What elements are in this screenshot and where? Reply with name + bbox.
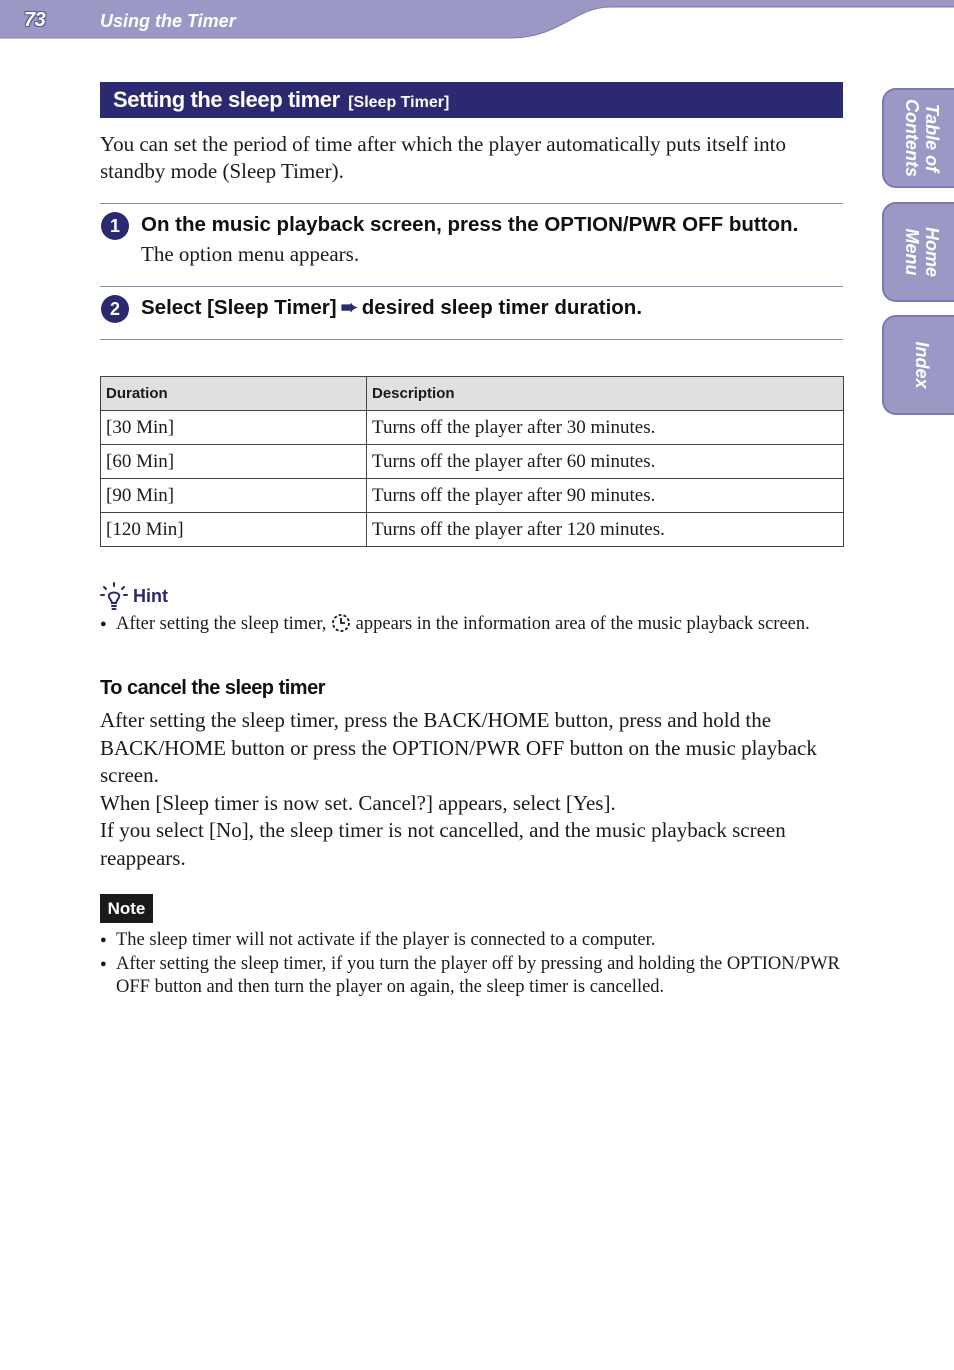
divider [100, 203, 843, 204]
cancel-paragraph: After setting the sleep timer, press the BACK/HOME button, press and hold the BACK/HOME button or press the OPTION/PWR OFF button on the music playback screen. [100, 708, 817, 787]
cancel-body [100, 707, 840, 872]
divider [100, 286, 843, 287]
intro-paragraph: You can set the period of time after which the player automatically puts itself into standby mode (Sleep Timer). [100, 132, 787, 183]
divider [100, 339, 843, 340]
note-badge: Note [100, 894, 153, 923]
cancel-paragraph: If you select [No], the sleep timer is not cancelled, and the music playback screen reappears. [100, 818, 786, 870]
tab-label: Table of Contents [902, 99, 942, 177]
description-cell: Turns off the player after 90 minutes. [367, 479, 844, 513]
duration-cell: [120 Min] [101, 513, 367, 547]
column-header: Description [367, 377, 844, 411]
note-list [100, 929, 840, 1000]
hint-text-after: appears in the information area of the music playback screen. [355, 614, 810, 634]
note-bullet: ● After setting the sleep timer, if you turn the player off by pressing and holding the OPTION/PWR OFF button and then turn the player on again, the sleep timer is cancelled. [100, 953, 840, 1000]
duration-cell: [90 Min] [101, 479, 367, 513]
lightbulb-icon [100, 582, 128, 612]
step-2-instruction [141, 295, 642, 320]
table-header-row [101, 377, 844, 411]
duration-cell: [30 Min] [101, 411, 367, 445]
step-2-text-before: Select [Sleep Timer] [141, 296, 337, 319]
hint-bullet [100, 613, 840, 637]
table-row [101, 445, 844, 479]
running-title: Using the Timer [100, 11, 236, 31]
tab-label: Home Menu [902, 226, 942, 278]
description-cell: Turns off the player after 120 minutes. [367, 513, 844, 547]
description-cell: Turns off the player after 60 minutes. [367, 445, 844, 479]
step-1-instruction: On the music playback screen, press the OPTION/PWR OFF button. [141, 213, 799, 236]
column-header: Duration [101, 377, 367, 411]
page-number: 73 [24, 9, 46, 31]
arrow-right-icon: ➨ [340, 296, 358, 319]
tab-home-menu[interactable] [882, 202, 954, 302]
description-cell: Turns off the player after 30 minutes. [367, 411, 844, 445]
hint-list [100, 613, 840, 637]
table-row [101, 513, 844, 547]
step-number-2: 2 [101, 295, 129, 323]
section-title: Setting the sleep timer [113, 87, 340, 112]
step-number-1: 1 [101, 212, 129, 240]
hint-text-before: After setting the sleep timer, [116, 614, 327, 634]
tab-label: Index [912, 341, 932, 389]
cancel-paragraph: When [Sleep timer is now set. Cancel?] appears, select [Yes]. [100, 790, 616, 815]
tab-index[interactable] [882, 315, 954, 415]
page-header [0, 0, 954, 40]
table-row [101, 411, 844, 445]
duration-cell: [60 Min] [101, 445, 367, 479]
hint-label: Hint [133, 586, 168, 606]
section-subtitle: [Sleep Timer] [348, 94, 450, 111]
tab-table-of-contents[interactable] [882, 88, 954, 188]
table-row [101, 479, 844, 513]
step-1-result: The option menu appears. [141, 242, 360, 266]
section-title-bar [100, 82, 843, 118]
step-2-text-after: desired sleep timer duration. [361, 296, 643, 319]
note-bullet: ● The sleep timer will not activate if the player is connected to a computer. [100, 929, 840, 953]
cancel-heading: To cancel the sleep timer [100, 677, 325, 699]
sleep-timer-icon [331, 613, 351, 633]
duration-table [100, 376, 844, 547]
